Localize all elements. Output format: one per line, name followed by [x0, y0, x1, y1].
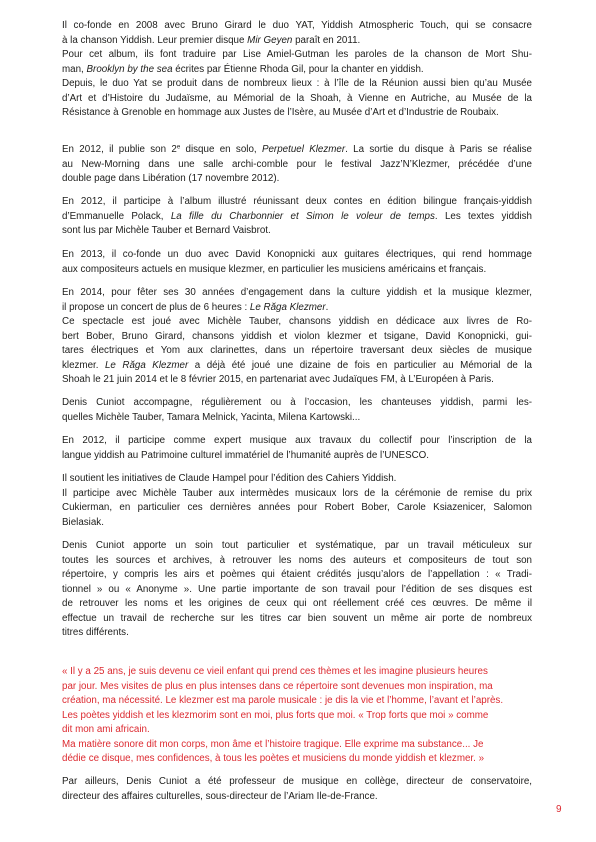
text-line — [62, 694, 532, 709]
text-line — [62, 434, 532, 449]
text-line — [62, 568, 532, 583]
paragraph-perpetuel-klezmer — [62, 143, 532, 187]
text-run: titres différents. — [62, 627, 129, 638]
text-line — [62, 359, 532, 374]
text-run: . Les textes yiddish — [434, 210, 532, 222]
text-line — [62, 34, 532, 49]
text-line — [62, 210, 532, 225]
text-line — [62, 301, 532, 316]
paragraph-cahiers-yiddish — [62, 472, 532, 530]
text-run: Il co-fonde en 2008 avec Bruno Girard le duo YAT, Yiddish Atmospheric Touch, qui se consacre — [62, 20, 532, 31]
text-line — [62, 472, 532, 487]
text-line — [62, 195, 532, 210]
text-run: par jour. Mes visites de plus en plus intenses dans ce répertoire sont devenues mon inspiration, ma — [62, 680, 493, 692]
text-line — [62, 775, 532, 790]
text-run: il propose un concert de plus de 6 heures : — [62, 301, 250, 313]
italic-title: Perpetuel Klezmer — [261, 144, 346, 155]
text-run: Ce spectacle est joué avec Michèle Tauber, chansons yiddish en dédicace aux livres de Ro- — [62, 316, 532, 327]
paragraph-duo-konopnicki — [62, 248, 532, 277]
text-run: Cukierman, en particulier ces dernières années pour Robert Bober, Carole Ksiazenicer, Salomon — [62, 502, 532, 513]
text-run: En 2012, il participe comme expert musique aux travaux du collectif pour l’inscription de la — [62, 435, 532, 446]
text-run: au New-Morning dans une salle archi-comble pour le festival Jazz’N’Klezmer, précédée d’une — [62, 158, 532, 170]
text-line — [62, 172, 532, 187]
text-line — [62, 723, 532, 738]
paragraph-recherche — [62, 539, 532, 641]
italic-title: La fille du Charbonnier et Simon le voleur de temps — [170, 210, 435, 222]
text-line — [62, 516, 532, 531]
text-run: quelles Michèle Tauber, Tamara Melnick, Yacinta, Milena Kartowski... — [62, 411, 361, 423]
text-line — [62, 286, 532, 301]
text-run: bert Bober, Bruno Girard, chansons yiddish et violon klezmer et tsigane, David Konopnicki, gui- — [62, 330, 532, 342]
paragraph-album-illustre — [62, 195, 532, 239]
text-line — [62, 665, 532, 680]
text-line — [62, 344, 532, 359]
text-line — [62, 597, 532, 612]
text-line — [62, 626, 532, 641]
paragraph-chanteuses — [62, 396, 532, 425]
text-run: En 2014, pour fêter ses 30 années d’engagement dans la culture yiddish et la musique klezmer, — [62, 287, 532, 298]
text-run: sont lus par Michèle Tauber et Bernard Vaisbrot. — [62, 225, 271, 236]
text-run: tionnel » ou « Anonyme ». Une partie importante de son travail pour l’édition de ses disques est — [62, 583, 532, 595]
text-run: Il soutient les initiatives de Claude Hampel pour l’édition des Cahiers Yiddish. — [62, 473, 397, 484]
text-run: Bielasiak. — [62, 516, 104, 528]
text-run: man, — [62, 63, 87, 75]
text-line — [62, 738, 532, 753]
text-run: d’Emmanuelle Polack, — [62, 210, 171, 222]
paragraph-raga-klezmer — [62, 286, 532, 388]
text-run: . — [325, 301, 329, 313]
text-run: écrites par Étienne Rhoda Gil, pour la chanter en yiddish. — [172, 63, 424, 75]
text-line — [62, 790, 532, 805]
text-run: double page dans Libération (17 novembre 2012). — [62, 173, 280, 184]
text-run: aux compositeurs actuels en musique klezmer, en particulier les musiciens américains et français. — [62, 263, 487, 275]
text-line — [62, 315, 532, 330]
text-line — [62, 77, 532, 92]
text-line — [62, 224, 532, 239]
text-run: Résistance à Grenoble en hommage aux Justes de l’Isère, au Musée d’Art et d’Industrie de Roubaix. — [62, 107, 499, 118]
text-run: Ma matière sonore dit mon corps, mon âme et l’histoire tragique. Elle exprime ma substance... Je — [62, 738, 484, 750]
text-run: paraît en 2011. — [292, 34, 361, 46]
text-run: Denis Cuniot apporte un soin tout particulier et systématique, par un travail méticuleux sur — [62, 540, 532, 551]
paragraph-duo-yat — [62, 19, 532, 121]
text-run: Denis Cuniot accompagne, régulièrement ou à l’occasion, les chanteuses yiddish, parmi les- — [62, 397, 532, 408]
text-run: Les poètes yiddish et les klezmorim sont en moi, plus forts que moi. « Trop forts que moi » comme — [62, 709, 489, 721]
text-line — [62, 248, 532, 263]
text-line — [62, 501, 532, 516]
italic-title: Brooklyn by the sea — [86, 63, 173, 75]
text-line — [62, 449, 532, 464]
text-run: d’Art et d’Histoire du Judaïsme, au Mémorial de la Shoah, à Vienne en Autriche, au Musée de la — [62, 92, 532, 104]
text-run: langue yiddish au Patrimoine culturel immatériel de l’humanité auprès de l’UNESCO. — [62, 449, 430, 461]
text-line — [62, 330, 532, 345]
paragraph-unesco — [62, 434, 532, 463]
text-line — [62, 19, 532, 34]
text-line — [62, 612, 532, 627]
text-run: klezmer. — [62, 359, 105, 371]
text-line — [62, 752, 532, 767]
text-line — [62, 373, 532, 388]
text-run: Pour cet album, ils font traduire par Lise Amiel-Gutman les paroles de la chanson de Mort Shu- — [62, 49, 532, 60]
text-run: répertoire, y compris les airs et poèmes qui étaient crédités jusqu’alors de l’appellation : « Tradi- — [62, 569, 532, 580]
text-run: En 2012, il participe à l’album illustré réunissant deux contes en édition bilingue français-yiddish — [62, 196, 532, 207]
text-line — [62, 554, 532, 569]
page-number: 9 — [556, 804, 562, 815]
text-line — [62, 411, 532, 426]
text-line — [62, 396, 532, 411]
text-run: En 2012, il publie son 2 — [62, 144, 177, 155]
text-run: . La sortie du disque à Paris se réalise — [345, 144, 532, 155]
text-line — [62, 158, 532, 173]
italic-title: Le Răga Klezmer — [249, 301, 326, 313]
text-line — [62, 92, 532, 107]
text-run: toutes les sources et archives, à retrouver les noms des auteurs et compositeurs de tout son — [62, 554, 532, 566]
text-run: création, ma nécessité. Le klezmer est ma parole musicale : je dis la vie et l’homme, l’avant et l’après. — [62, 695, 504, 706]
text-run: directeur des affaires culturelles, sous-directeur de l’Ariam Ile-de-France. — [62, 790, 378, 802]
text-run: disque en solo, — [180, 144, 262, 155]
text-run: tares électriques et Yom aux clarinettes, dans un répertoire traversant deux siècles de musique — [62, 345, 532, 356]
text-run: effectue un travail de recherche sur les titres car bien souvent un même air porte de nombreux — [62, 612, 532, 624]
paragraph-quote — [62, 665, 532, 767]
italic-title: Le Răga Klezmer — [104, 359, 189, 371]
text-run: Par ailleurs, Denis Cuniot a été professeur de musique en collège, directeur de conservatoire, — [62, 776, 532, 787]
text-line — [62, 539, 532, 554]
text-run: « Il y a 25 ans, je suis devenu ce vieil enfant qui prend ces thèmes et les imagine plusieurs heures — [62, 666, 488, 677]
text-run: a déjà été joué une dizaine de fois en particulier au Mémorial de la — [188, 359, 532, 371]
text-line — [62, 709, 532, 724]
text-run: Depuis, le duo Yat se produit dans de nombreux lieux : à l’île de la Réunion aussi bien qu’au Musée — [62, 78, 532, 89]
text-line — [62, 48, 532, 63]
superscript: e — [176, 144, 181, 151]
text-run: En 2013, il co-fonde un duo avec David Konopnicki aux guitares électriques, qui rend hommage — [62, 249, 532, 260]
text-line — [62, 263, 532, 278]
text-run: Shoah le 21 juin 2014 et le 8 février 2015, en partenariat avec Judaïques FM, à L’Européen à Paris. — [62, 374, 494, 385]
text-line — [62, 63, 532, 78]
paragraph-carriere — [62, 775, 532, 804]
italic-title: Mir Geyen — [247, 34, 293, 46]
text-run: dédie ce disque, mes confidences, à tous les poètes et musiciens du monde yiddish et klezmer. » — [62, 753, 485, 764]
text-line — [62, 106, 532, 121]
text-run: dit mon ami africain. — [62, 724, 150, 735]
text-line — [62, 143, 532, 158]
text-run: à la chanson Yiddish. Leur premier disque — [62, 34, 248, 46]
text-line — [62, 680, 532, 695]
text-line — [62, 487, 532, 502]
text-run: de retrouver les noms et les origines de ceux qui ont réellement créé ces œuvres. De même il — [62, 598, 532, 609]
text-line — [62, 583, 532, 598]
text-run: Il participe avec Michèle Tauber aux intermèdes musicaux lors de la cérémonie de remise du prix — [62, 487, 532, 499]
